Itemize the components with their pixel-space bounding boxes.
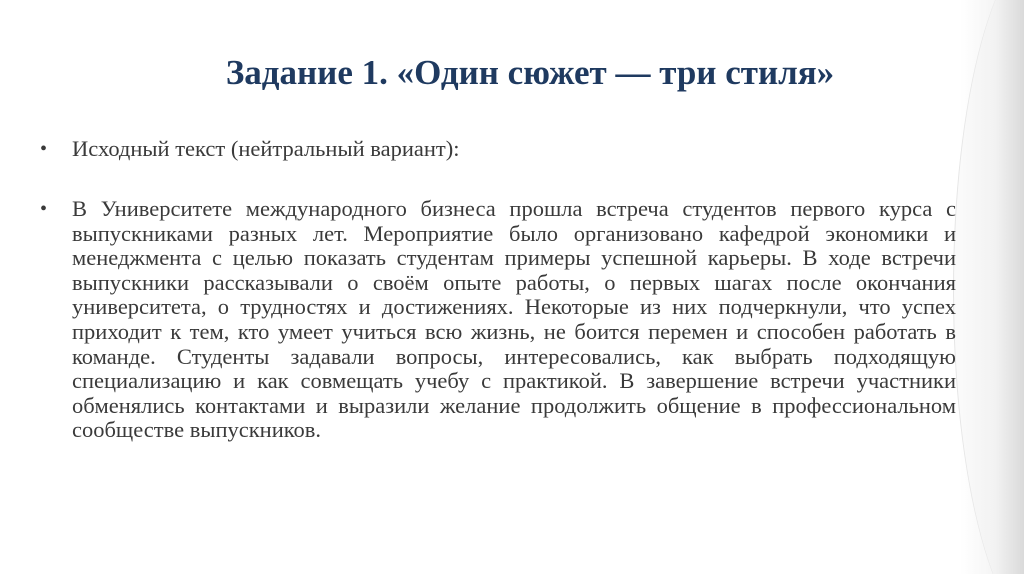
paragraph-text: В Университете международного бизнеса прошла встреча студентов первого курса с выпускниками разных лет. Мероприятие было организовано кафедрой экономики и менеджмента с целью показать студентам примеры успешной карьеры. В ходе встречи выпускники рассказывали о своём опыте работы, о первых шагах после окончания университета, о трудностях и достижениях. Некоторые из них подчеркнули, что успех приходит к тем, кто умеет учиться всю жизнь, не боится перемен и способен работать в команде. Студенты задавали вопросы, интересовались, как выбрать подходящую специализацию и как совмещать учебу с практикой. В завершение встречи участники обменялись контактами и выразили желание продолжить общение в профессиональном сообществе выпускников. [72, 196, 956, 443]
edge-shadow-decoration [960, 0, 1024, 574]
bullet-icon: • [40, 138, 48, 160]
bullet-item-paragraph [40, 197, 956, 443]
bullet-text: Исходный текст (нейтральный вариант): [72, 136, 460, 161]
bullet-icon: • [40, 198, 48, 220]
slide-title: Задание 1. «Один сюжет — три стиля» [225, 53, 835, 92]
bullet-item-source-text [40, 137, 956, 162]
